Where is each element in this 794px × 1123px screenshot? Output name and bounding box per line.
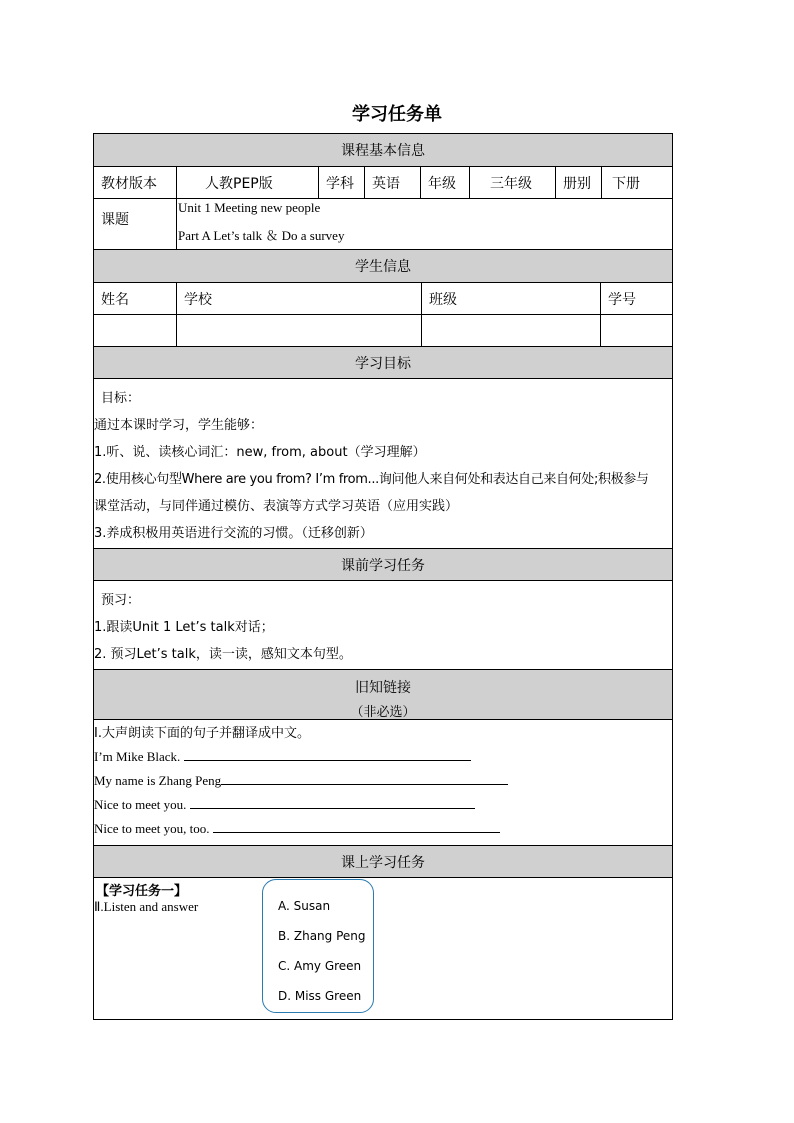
section-goals-label: 学习目标: [355, 355, 411, 372]
student-info-header-row: [94, 283, 672, 315]
grade-value: 三年级: [470, 167, 556, 198]
student-school-field[interactable]: [177, 315, 422, 346]
pre-line-3: 2. 预习Let’s talk，读一读，感知文本句型。: [94, 647, 352, 662]
student-name-label: 姓名: [94, 283, 177, 314]
goals-line-5: 课堂活动，与同伴通过模仿、表演等方式学习英语（应用实践）: [94, 499, 459, 514]
review-sentence-3: Nice to meet you.: [94, 796, 475, 813]
student-class-label: 班级: [422, 283, 601, 314]
section-basic-info-label: 课程基本信息: [341, 143, 425, 159]
student-school-label: 学校: [177, 283, 422, 314]
page-title: 学习任务单: [352, 104, 442, 125]
section-in-class: [94, 846, 672, 878]
answer-blank-3[interactable]: [190, 796, 475, 809]
review-sentence-1: I’m Mike Black.: [94, 748, 471, 765]
textbook-value: 人教PEP版: [177, 167, 319, 198]
goals-line-1: 目标：: [101, 391, 141, 406]
goals-line-2: 通过本课时学习，学生能够：: [94, 418, 264, 433]
choice-a[interactable]: A. Susan: [278, 899, 331, 913]
student-info-input-row: [94, 315, 672, 347]
topic-row: [94, 199, 672, 250]
goals-body: [94, 379, 672, 549]
section-review: [94, 670, 672, 720]
basic-info-row: [94, 167, 672, 199]
section-pre-class: [94, 549, 672, 581]
goals-line-3: 1.听、说、读核心词汇：new, from, about（学习理解）: [94, 445, 426, 460]
volume-label: 册别: [556, 167, 602, 198]
section-in-class-label: 课上学习任务: [341, 854, 425, 871]
answer-blank-2[interactable]: [221, 772, 508, 785]
topic-label: 课题: [94, 199, 177, 249]
pre-line-1: 预习：: [101, 593, 141, 608]
topic-line-1: Unit 1 Meeting new people: [178, 200, 321, 215]
goals-line-4: 2.使用核心句型Where are you from? I’m from...询问他人来自何处和表达自己来自何处;积极参与: [94, 472, 649, 487]
section-goals: [94, 347, 672, 379]
volume-value: 下册: [612, 175, 640, 192]
student-id-label: 学号: [608, 291, 636, 308]
pre-class-body: [94, 581, 672, 670]
in-class-body: [94, 878, 672, 1019]
topic-line-2: Part A Let’s talk ＆ Do a survey: [178, 228, 345, 243]
task-sheet-table: [93, 133, 673, 1020]
topic-value: [177, 199, 672, 249]
section-review-label: 旧知链接: [355, 680, 411, 696]
choice-b[interactable]: B. Zhang Peng: [278, 929, 366, 943]
grade-label: 年级: [421, 167, 470, 198]
review-body: [94, 720, 672, 846]
answer-blank-1[interactable]: [184, 748, 471, 761]
subject-value: 英语: [365, 167, 421, 198]
review-instruction: I.大声朗读下面的句子并翻译成中文。: [94, 726, 310, 741]
task1-prompt: Ⅱ.Listen and answer: [94, 899, 199, 914]
goals-line-6: 3.养成积极用英语进行交流的习惯。（迁移创新）: [94, 526, 373, 541]
review-sentence-2: My name is Zhang Peng: [94, 772, 508, 789]
review-sentence-4: Nice to meet you, too.: [94, 820, 500, 837]
section-pre-class-label: 课前学习任务: [341, 557, 425, 574]
choice-c[interactable]: C. Amy Green: [278, 959, 362, 973]
answer-blank-4[interactable]: [213, 820, 500, 833]
student-name-field[interactable]: [94, 315, 177, 346]
pre-line-2: 1.跟读Unit 1 Let’s talk对话；: [94, 620, 274, 635]
textbook-label: 教材版本: [94, 167, 177, 198]
section-student-info-label: 学生信息: [355, 259, 411, 275]
student-id-field[interactable]: [601, 315, 672, 346]
section-basic-info: [94, 134, 672, 167]
answer-choices-box: [262, 879, 374, 1013]
section-review-note: （非必选）: [350, 705, 416, 720]
subject-label: 学科: [319, 167, 365, 198]
task1-heading: 【学习任务一】: [96, 884, 188, 899]
section-student-info: [94, 250, 672, 283]
choice-d[interactable]: D. Miss Green: [278, 989, 362, 1003]
student-class-field[interactable]: [422, 315, 601, 346]
